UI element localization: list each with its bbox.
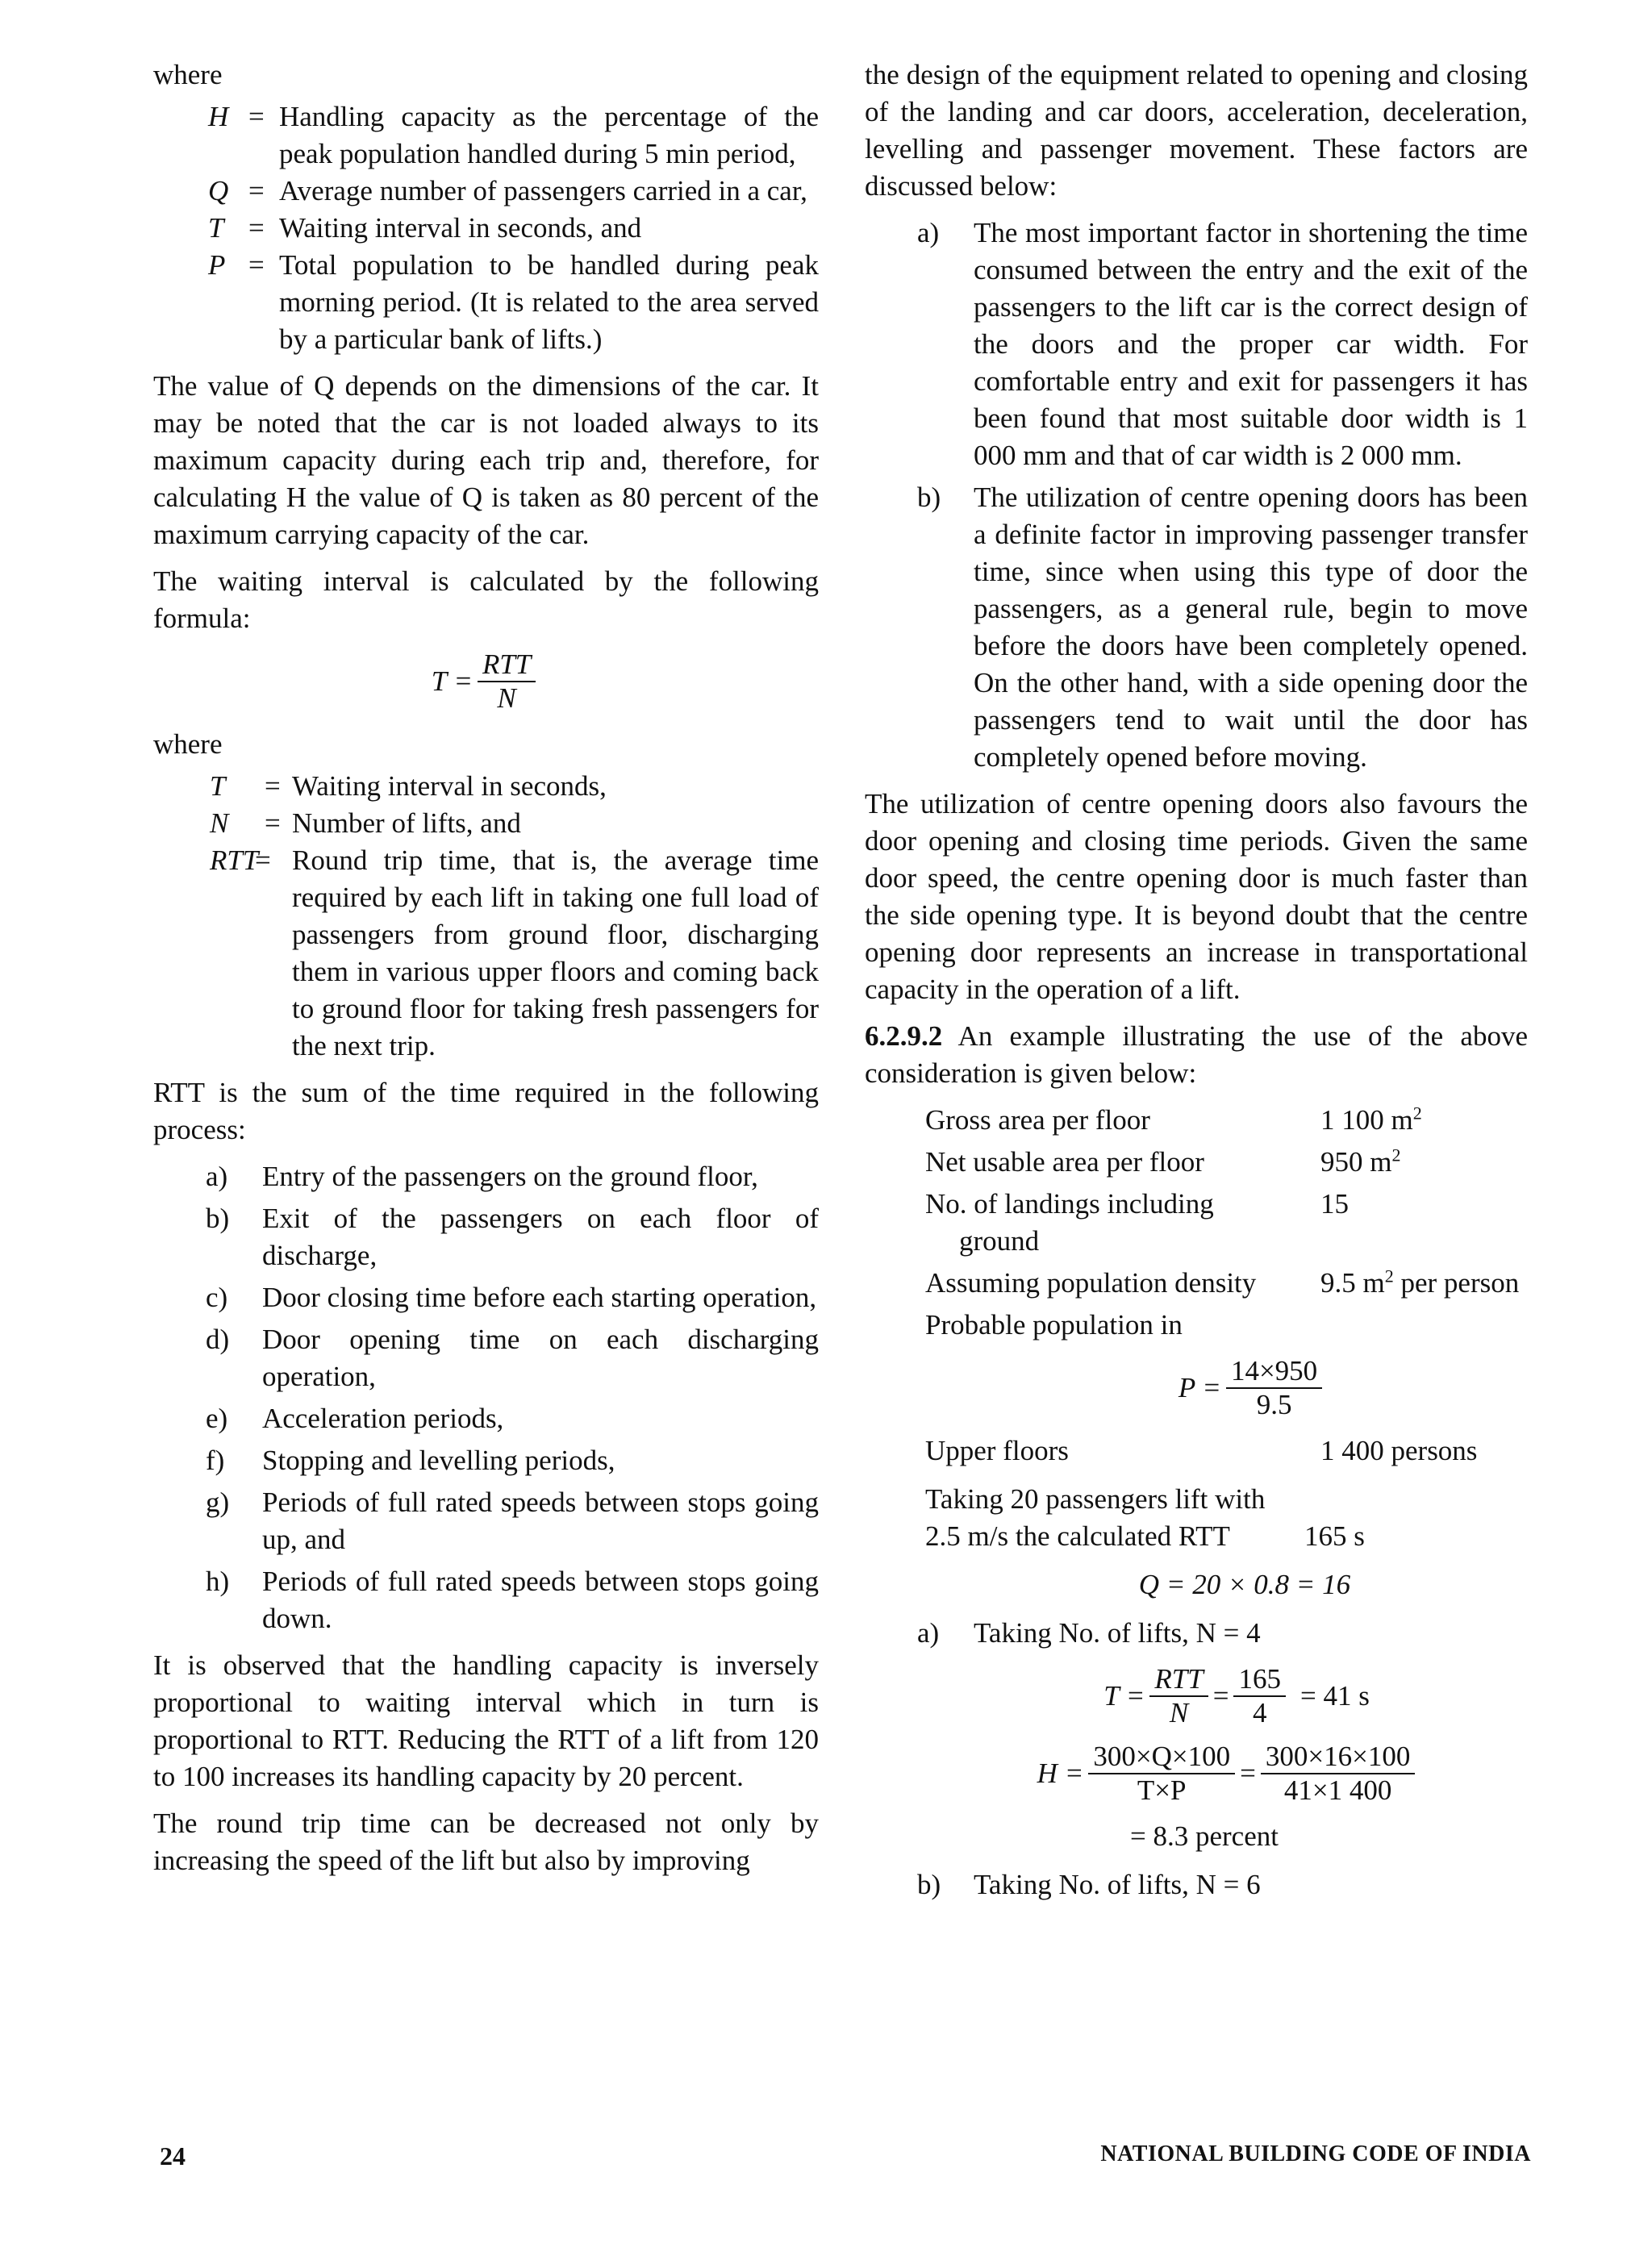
definition-item	[153, 247, 819, 358]
list-item	[865, 479, 1528, 776]
case-a	[917, 1615, 1528, 1652]
example-label: No. of landings including ground	[925, 1188, 1214, 1257]
formula-fraction	[1149, 1663, 1208, 1729]
list-label: h)	[206, 1566, 230, 1597]
example-value: 15	[1320, 1188, 1349, 1220]
formula-result: = 41 s	[1299, 1680, 1370, 1712]
fraction-numerator: 165	[1233, 1663, 1286, 1697]
definition-text: Waiting interval in seconds, and	[279, 212, 642, 244]
process-list	[153, 1158, 819, 1637]
definition-symbol: P	[208, 249, 226, 281]
definition-symbol: T	[208, 212, 224, 244]
example-value: 9.5 $m^2$ per person	[1320, 1266, 1520, 1299]
definition-item	[153, 805, 819, 842]
list-label: a)	[917, 217, 940, 248]
example-table	[865, 1102, 1528, 1903]
formula-equals: =	[1212, 1680, 1229, 1712]
formula-population	[978, 1355, 1528, 1421]
fraction-numerator: 300×16×100	[1261, 1741, 1415, 1774]
definition-symbol: H	[208, 101, 229, 132]
list-label: c)	[206, 1282, 228, 1313]
list-label: g)	[206, 1487, 230, 1518]
definition-item	[153, 842, 819, 1065]
example-row	[865, 1307, 1528, 1344]
definition-text: Round trip time, that is, the average time required by each lift in taking one full load of passengers from ground floor, discharging them in various upper floors and coming back to ground floor for taking fresh passengers for the next trip.	[292, 844, 819, 1061]
definition-equals: =	[255, 844, 271, 876]
case-text: Taking No. of lifts, N = 4	[974, 1617, 1261, 1649]
definition-text: Handling capacity as the percentage of the peak population handled during 5 min period,	[279, 101, 819, 169]
formula-t-calc	[945, 1663, 1528, 1729]
definition-symbol: Q	[208, 175, 229, 206]
list-item	[153, 1279, 819, 1316]
example-row	[865, 1481, 1528, 1555]
definition-item	[153, 210, 819, 247]
paragraph-q-value: The value of Q depends on the dimensions of the car. It may be noted that the car is not loaded always to its maximum capacity during each trip and, therefore, for calculating H the value of Q is taken as 80 percent of the maximum carrying capacity of the car.	[153, 370, 819, 550]
definition-equals: =	[248, 212, 265, 244]
where-label-1: where	[153, 59, 223, 90]
formula-waiting-interval	[153, 648, 819, 715]
list-item	[153, 1158, 819, 1195]
example-value: 1 400 persons	[1320, 1435, 1478, 1466]
example-row	[865, 1144, 1528, 1181]
definitions-list-1	[153, 98, 819, 358]
paragraph-observed: It is observed that the handling capacity is inversely proportional to waiting interval which in turn is proportional to RTT. Reducing the RTT of a lift from 120 to 100 increases its handling capacity by 20 percent.	[153, 1649, 819, 1792]
fraction-numerator: RTT	[1149, 1663, 1208, 1697]
list-text: The most important factor in shortening the time consumed between the entry and the exit of the passengers to the lift car is the correct design of the doors and the proper car width. For comfortable entry and exit for passengers it has been found that most suitable door width is 1 000 mm and that of car width is 2 000 mm.	[974, 217, 1528, 471]
list-text: Exit of the passengers on each floor of discharge,	[262, 1203, 819, 1271]
list-label: f)	[206, 1445, 225, 1476]
example-row	[865, 1102, 1528, 1139]
list-label: e)	[206, 1403, 228, 1434]
list-text: Periods of full rated speeds between stops going down.	[262, 1566, 819, 1634]
definition-item	[153, 173, 819, 210]
definition-symbol: RTT	[210, 844, 259, 876]
list-item	[153, 1484, 819, 1558]
list-item	[153, 1321, 819, 1395]
formula-h-result: = 8.3 percent	[1130, 1820, 1279, 1852]
fraction-denominator: T×P	[1137, 1774, 1187, 1806]
list-label: b)	[917, 482, 941, 513]
list-text: Entry of the passengers on the ground floor,	[262, 1161, 758, 1192]
list-item	[153, 1200, 819, 1274]
fraction-numerator: 14×950	[1226, 1355, 1322, 1389]
example-value: 950 $m^2$	[1320, 1145, 1401, 1178]
definition-text: Average number of passengers carried in a car,	[279, 175, 807, 206]
formula-fraction	[1261, 1741, 1415, 1807]
formula-lhs: H =	[1037, 1758, 1084, 1789]
definition-text: Total population to be handled during peak morning period. (It is related to the area served by a particular bank of lifts.)	[279, 249, 819, 355]
formula-lhs: T =	[1103, 1680, 1145, 1712]
formula-h-calc	[929, 1741, 1528, 1807]
case-label: a)	[917, 1617, 940, 1649]
definition-symbol: T	[210, 770, 226, 802]
case-label: b)	[917, 1869, 941, 1900]
book-title: NATIONAL BUILDING CODE OF INDIA	[1100, 2141, 1531, 2166]
definition-item	[153, 98, 819, 173]
clause-number: 6.2.9.2	[865, 1020, 943, 1052]
formula-fraction	[478, 648, 536, 715]
list-item	[865, 215, 1528, 474]
clause-text: An example illustrating the use of the above consideration is given below:	[865, 1020, 1528, 1089]
formula-lhs: P =	[1178, 1372, 1221, 1403]
list-item	[153, 1563, 819, 1637]
list-text: Door closing time before each starting operation,	[262, 1282, 817, 1313]
definition-text: Number of lifts, and	[292, 807, 521, 839]
definition-item	[153, 768, 819, 805]
example-label: Upper floors	[925, 1435, 1069, 1466]
definition-equals: =	[265, 807, 281, 839]
example-label: Taking 20 passengers lift with 2.5 m/s the calculated RTT	[925, 1483, 1266, 1552]
example-row	[865, 1265, 1528, 1302]
definition-equals: =	[248, 101, 265, 132]
fraction-denominator: 41×1 400	[1283, 1774, 1392, 1806]
fraction-numerator: RTT	[478, 648, 536, 682]
definition-text: Waiting interval in seconds,	[292, 770, 607, 802]
fraction-numerator: 300×Q×100	[1088, 1741, 1235, 1774]
example-value: 165 s	[1304, 1520, 1365, 1552]
list-label: d)	[206, 1324, 230, 1355]
formula-fraction	[1233, 1663, 1286, 1729]
fraction-denominator: N	[497, 682, 516, 714]
page-number: 24	[160, 2141, 186, 2170]
right-column	[865, 56, 1528, 1910]
case-text: Taking No. of lifts, N = 6	[974, 1869, 1261, 1900]
list-text: Acceleration periods,	[262, 1403, 504, 1434]
formula-fraction	[1088, 1741, 1235, 1807]
list-text: Periods of full rated speeds between stops going up, and	[262, 1487, 819, 1555]
paragraph-rtt-sum: RTT is the sum of the time required in the following process:	[153, 1077, 819, 1145]
clause-6-2-9-2	[865, 1018, 1528, 1092]
example-label: Assuming population density	[925, 1267, 1257, 1299]
case-b	[917, 1866, 1528, 1903]
list-text: The utilization of centre opening doors has been a definite factor in improving passenger transfer time, since when using this type of door the passengers, as a general rule, begin to move before the doors have been completely opened. On the other hand, with a side opening door the passengers tend to wait until the door has completely opened before moving.	[974, 482, 1528, 773]
example-label: Gross area per floor	[925, 1104, 1150, 1136]
formula-equals: =	[1240, 1758, 1256, 1789]
list-text: Door opening time on each discharging operation,	[262, 1324, 819, 1392]
list-text: Stopping and levelling periods,	[262, 1445, 615, 1476]
factors-list	[865, 215, 1528, 776]
definition-equals: =	[248, 175, 265, 206]
paragraph-centre-opening: The utilization of centre opening doors also favours the door opening and closing time periods. Given the same door speed, the centre opening door is much faster than the side opening type. It is beyond doubt that the centre opening door represents an increase in transportational capacity in the operation of a lift.	[865, 788, 1528, 1005]
example-value: 1 100 $m^2$	[1320, 1103, 1422, 1136]
formula-q: Q = 20 × 0.8 = 16	[1138, 1569, 1351, 1600]
definition-equals: =	[248, 249, 265, 281]
example-row	[865, 1432, 1528, 1470]
definition-equals: =	[265, 770, 281, 802]
formula-fraction	[1226, 1355, 1322, 1421]
example-label: Net usable area per floor	[925, 1146, 1204, 1178]
left-column	[153, 56, 819, 1889]
example-row	[865, 1186, 1528, 1260]
fraction-denominator: N	[1169, 1697, 1189, 1728]
list-label: a)	[206, 1161, 228, 1192]
list-item	[153, 1442, 819, 1479]
fraction-denominator: 9.5	[1256, 1389, 1292, 1420]
where-label-2: where	[153, 728, 223, 760]
paragraph-round-trip: The round trip time can be decreased not only by increasing the speed of the lift but also by improving	[153, 1808, 819, 1876]
definition-symbol: N	[210, 807, 229, 839]
example-label: Probable population in	[925, 1309, 1183, 1341]
definitions-list-2	[153, 768, 819, 1065]
paragraph-design: the design of the equipment related to opening and closing of the landing and car doors, acceleration, deceleration, levelling and passenger movement. These factors are discussed below:	[865, 59, 1528, 202]
paragraph-waiting-interval: The waiting interval is calculated by the following formula:	[153, 565, 819, 634]
list-label: b)	[206, 1203, 230, 1234]
formula-lhs: T =	[431, 665, 473, 697]
fraction-denominator: 4	[1252, 1697, 1267, 1728]
list-item	[153, 1400, 819, 1437]
